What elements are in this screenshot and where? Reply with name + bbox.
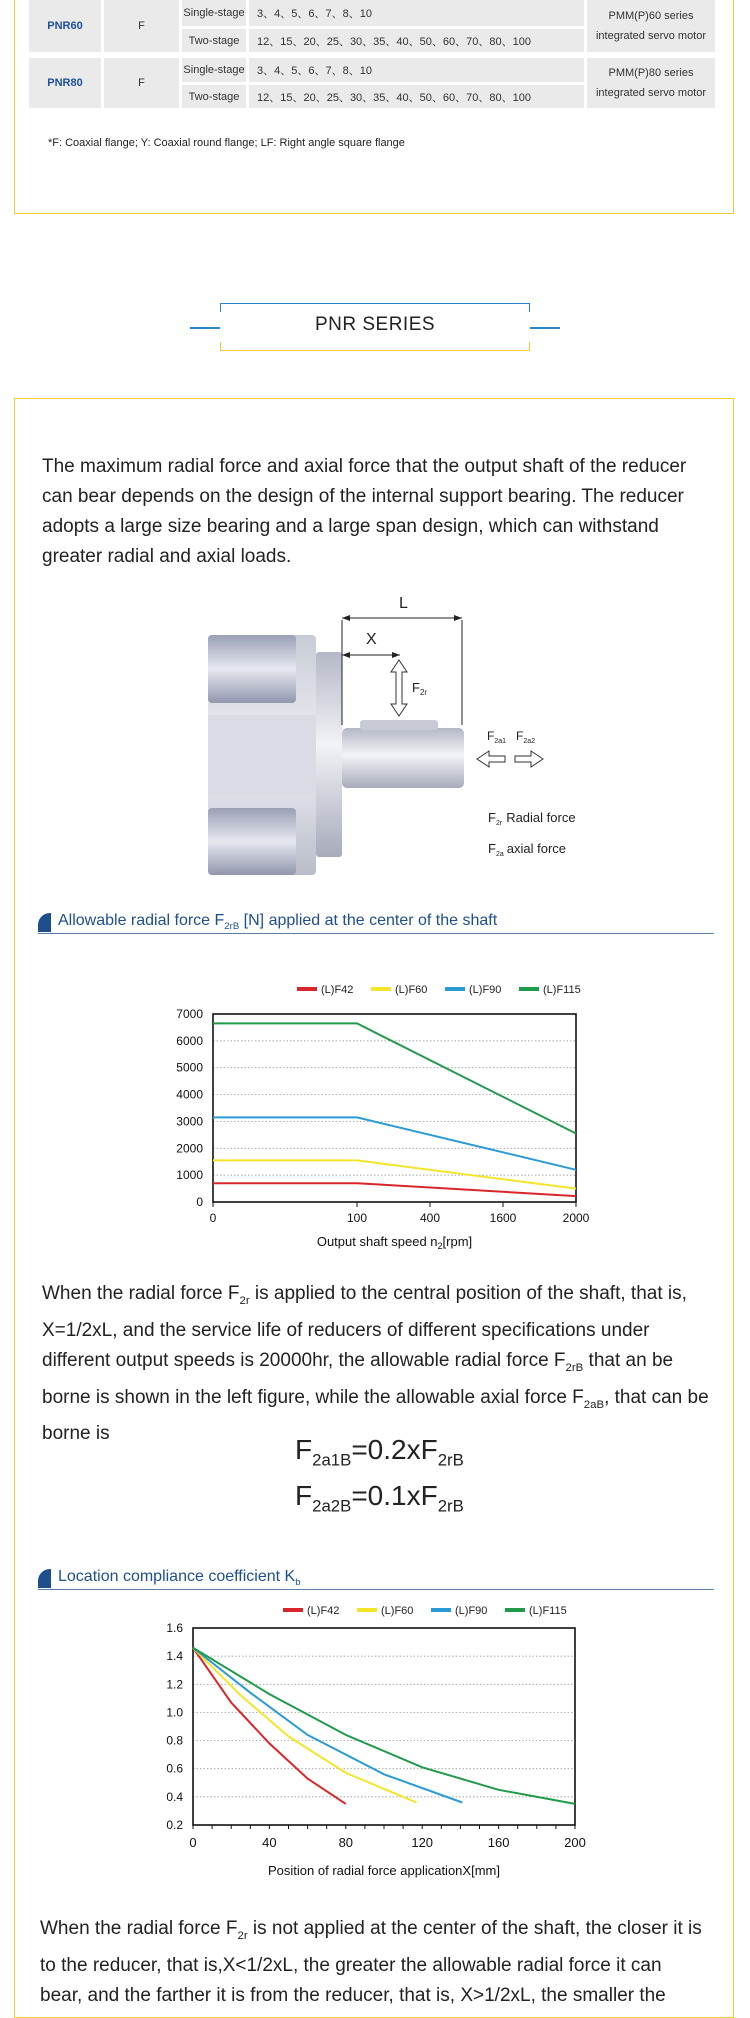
x-tick-label: 80 [338, 1835, 354, 1850]
legend-radial-force: $F_{2r}$ Radial force [488, 810, 576, 827]
series-title-banner [190, 303, 560, 351]
flange-cell: F [104, 58, 179, 108]
dim-L-label: L [399, 595, 408, 612]
body-rib [208, 635, 296, 703]
motor-cell [587, 0, 715, 52]
ratio-cell: 3、4、5、6、7、8、10 [249, 0, 584, 26]
motor-line: integrated servo motor [595, 87, 707, 99]
force-label: $F_{2a2}$ [516, 729, 536, 745]
section-header-radial-force [38, 911, 714, 934]
y-tick-label: 0.2 [166, 1818, 183, 1832]
motor-line: PMM(P)60 series [608, 10, 694, 22]
x-tick-label: 0 [189, 1835, 197, 1850]
axial-formula-1: $F_{2a1B}=0.2xF_{2rB}$ [295, 1434, 464, 1470]
series-line [193, 1648, 575, 1804]
force-label: $F_{2a1}$ [487, 729, 507, 745]
radial-force-paragraph: When the radial force $F_{2r}$ is applied to the central position of the shaft, that is, X=1/2xL, and the service life of reducers of different specifications under different output speeds is 20000hr, the allowable radial force $F_{2rB}$ that an be borne is shown in the left figure, while the allowable axial force $F_{2aB}$, that can be borne is [42, 1283, 709, 1445]
shaft-key [360, 720, 438, 730]
x-axis-label: Output shaft speed $n_2[rpm]$ [316, 1234, 473, 1251]
model-cell: PNR60 [29, 0, 101, 52]
ratio-cell: 3、4、5、6、7、8、10 [249, 58, 584, 82]
flange-cell: F [104, 0, 179, 52]
axial-formula-2: $F_{2a2B}=0.1xF_{2rB}$ [295, 1480, 464, 1516]
axial-force-left-arrow-icon [477, 751, 505, 767]
x-axis-label: Position of radial force applicationX[mm] [268, 1863, 500, 1878]
y-tick-label: 3000 [176, 1114, 203, 1129]
table-footnote: *F: Coaxial flange; Y: Coaxial round flange; LF: Right angle square flange [48, 137, 405, 149]
y-tick-label: 0.4 [166, 1789, 183, 1804]
series-line [213, 1117, 576, 1169]
y-tick-label: 1000 [176, 1168, 203, 1183]
y-tick-label: 2000 [176, 1141, 203, 1156]
body-center [208, 715, 316, 795]
section-bar-icon [38, 913, 51, 932]
x-tick-label: 100 [346, 1211, 368, 1225]
x-tick-label: 0 [209, 1211, 217, 1225]
shaft-diagram [200, 590, 600, 885]
y-tick-label: 7000 [176, 1007, 203, 1021]
legend-label: (L)F60 [395, 984, 428, 996]
x-tick-label: 200 [564, 1835, 586, 1850]
y-tick-label: 0.8 [166, 1733, 183, 1748]
legend-label: (L)F90 [469, 984, 502, 996]
ratio-cell: 12、15、20、25、30、35、40、50、60、70、80、100 [249, 85, 584, 108]
output-shaft [342, 728, 464, 788]
title-right-line [530, 327, 560, 329]
force-label: $F_{2r}$ [412, 680, 428, 697]
x-tick-label: 40 [262, 1835, 277, 1850]
flange-plate [316, 652, 342, 857]
legend-label: (L)F42 [321, 984, 354, 996]
legend-label: (L)F42 [307, 1605, 340, 1617]
y-tick-label: 0.6 [166, 1761, 183, 1776]
motor-cell [587, 58, 715, 108]
series-line [193, 1648, 417, 1803]
y-tick-label: 6000 [176, 1033, 203, 1048]
section-title: Allowable radial force $F_{2rB}$ [N] applied at the center of the shaft [58, 912, 498, 933]
x-tick-label: 400 [419, 1211, 441, 1225]
compliance-chart [150, 1598, 595, 1888]
y-tick-label: 1.0 [166, 1705, 183, 1720]
compliance-paragraph: When the radial force $F_{2r}$ is not applied at the center of the shaft, the closer it is to the reducer, that is,X<1/2xL, the greater the allowable radial force it can bear, and the farther it is from the reducer, that is, X>1/2xL, the smaller the [40, 1918, 702, 2006]
x-tick-label: 160 [487, 1835, 510, 1850]
intro-paragraph: The maximum radial force and axial force that the output shaft of the reducer can bear depends on the design of the internal support bearing. The reducer adopts a large size bearing and a large span design, which can withstand greater radial and axial loads. [42, 456, 687, 567]
series-title: PNR SERIES [314, 314, 436, 335]
y-tick-label: 1.2 [166, 1677, 183, 1692]
title-top-bracket [220, 303, 530, 312]
series-line [213, 1160, 576, 1188]
motor-line: integrated servo motor [595, 30, 707, 42]
axial-force-right-arrow-icon [515, 751, 543, 767]
legend-label: (L)F115 [543, 984, 581, 996]
section-title: Location compliance coefficient $K_b$ [58, 1568, 301, 1589]
title-bottom-bracket [220, 342, 530, 351]
x-tick-label: 2000 [562, 1211, 590, 1225]
y-tick-label: 1.6 [166, 1621, 183, 1635]
section-header-compliance [38, 1567, 714, 1590]
legend-label: (L)F60 [381, 1605, 414, 1617]
y-tick-label: 4000 [176, 1087, 203, 1102]
legend-axial-force: $F_{2a}$ axial force [488, 841, 566, 858]
x-tick-label: 120 [411, 1835, 434, 1850]
model-cell: PNR80 [29, 58, 101, 108]
stage-cell: Two-stage [182, 29, 246, 52]
body-rib [208, 808, 296, 875]
y-tick-label: 0 [196, 1195, 203, 1209]
motor-line: PMM(P)80 series [608, 67, 694, 79]
plot-frame [193, 1628, 575, 1825]
legend-label: (L)F115 [529, 1605, 567, 1617]
y-tick-label: 1.4 [166, 1649, 183, 1664]
radial-force-chart [160, 972, 590, 1257]
section-bar-icon [38, 1569, 51, 1588]
legend-label: (L)F90 [455, 1605, 488, 1617]
stage-cell: Single-stage [182, 58, 246, 82]
x-tick-label: 1600 [489, 1211, 517, 1225]
title-left-line [190, 327, 220, 329]
ratio-cell: 12、15、20、25、30、35、40、50、60、70、80、100 [249, 29, 584, 52]
y-tick-label: 5000 [176, 1060, 203, 1075]
series-line [213, 1183, 576, 1196]
stage-cell: Two-stage [182, 85, 246, 108]
radial-force-arrow-icon [391, 660, 407, 716]
dim-X-label: X [366, 631, 377, 648]
stage-cell: Single-stage [182, 0, 246, 26]
